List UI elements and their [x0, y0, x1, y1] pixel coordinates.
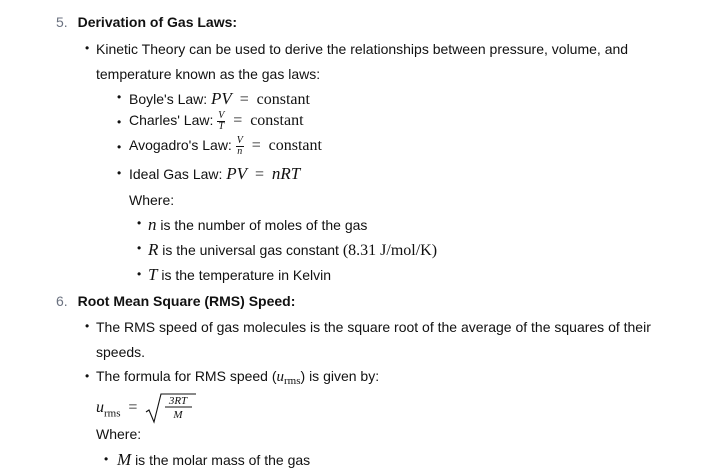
law-avogadro	[129, 136, 322, 157]
intro-text-line1: Kinetic Theory can be used to derive the relationships between pressure, volume, and	[96, 41, 629, 57]
rms-subscript: rms	[284, 375, 301, 387]
definition-r	[148, 240, 437, 260]
formula-lhs: PV	[226, 164, 248, 183]
formula-rhs: nRT	[271, 164, 301, 183]
fraction	[217, 111, 225, 132]
definition-m	[117, 450, 310, 470]
text-segment: ) is given by:	[300, 368, 380, 384]
bullet-icon: •	[117, 115, 122, 129]
section-6-heading	[56, 293, 295, 309]
definition-symbol: n	[148, 215, 157, 234]
fraction-denominator: T	[218, 121, 225, 132]
bullet-icon: •	[137, 241, 142, 255]
law-label: Charles' Law:	[129, 112, 214, 129]
bullet-icon: •	[117, 166, 122, 180]
formula-eq: =	[239, 91, 249, 108]
where-label: Where:	[129, 192, 175, 208]
definition-value: (8.31 J/mol/K)	[342, 242, 438, 259]
bullet-icon: •	[85, 319, 90, 333]
section-title: Root Mean Square (RMS) Speed:	[77, 293, 296, 309]
law-label: Avogadro's Law:	[129, 137, 232, 154]
definition-text: is the universal gas constant	[162, 242, 339, 258]
text-segment: The formula for RMS speed (	[96, 368, 277, 384]
formula-eq: =	[254, 166, 264, 183]
definition-t	[148, 265, 331, 285]
section-title: Derivation of Gas Laws:	[77, 14, 238, 30]
sqrt-symbol	[145, 392, 197, 424]
formula-rhs: constant	[250, 112, 304, 130]
definition-symbol: M	[117, 450, 132, 469]
fraction-numerator: V	[218, 110, 225, 121]
bullet-icon: •	[137, 216, 142, 230]
law-label: Ideal Gas Law:	[129, 166, 223, 182]
definition-text: is the molar mass of the gas	[135, 452, 311, 468]
definition-symbol: R	[148, 240, 159, 259]
formula-lhs-subscript: rms	[104, 407, 121, 420]
law-label: Boyle's Law:	[129, 91, 208, 107]
section-5-heading	[56, 14, 237, 30]
bullet-icon: •	[104, 452, 109, 466]
definition-text: is the temperature in Kelvin	[161, 267, 331, 283]
formula-eq: =	[251, 137, 261, 155]
rms-bullet-line1: The RMS speed of gas molecules is the square root of the average of the squares of their	[96, 319, 651, 335]
formula-eq: =	[233, 112, 243, 130]
bullet-icon: •	[137, 267, 142, 281]
rms-symbol: u	[276, 369, 285, 385]
sqrt-numerator: 3RT	[169, 395, 188, 407]
where-label: Where:	[96, 426, 142, 442]
formula-rhs: constant	[268, 137, 322, 155]
definition-n	[148, 215, 367, 235]
fraction	[236, 136, 244, 157]
bullet-icon: •	[85, 41, 90, 55]
formula-lhs: u	[96, 399, 104, 416]
rms-formula	[96, 392, 197, 424]
intro-text-line2: temperature known as the gas laws:	[96, 66, 321, 82]
law-charles	[129, 111, 304, 132]
law-boyle	[129, 89, 310, 109]
law-ideal-gas	[129, 164, 300, 184]
section-number: 6.	[56, 293, 68, 309]
formula-lhs: PV	[211, 89, 232, 108]
bullet-icon: •	[85, 369, 90, 383]
definition-symbol: T	[148, 265, 158, 284]
formula-eq: =	[128, 399, 138, 416]
formula-rhs: constant	[256, 91, 310, 108]
section-number: 5.	[56, 14, 68, 30]
rms-bullet-line2: speeds.	[96, 344, 146, 360]
fraction-denominator: n	[237, 146, 243, 157]
sqrt-denominator: M	[173, 409, 183, 421]
bullet-icon: •	[117, 140, 122, 154]
fraction-numerator: V	[236, 135, 243, 146]
bullet-icon: •	[117, 90, 122, 104]
definition-text: is the number of moles of the gas	[160, 217, 368, 233]
rms-formula-intro	[96, 368, 379, 387]
